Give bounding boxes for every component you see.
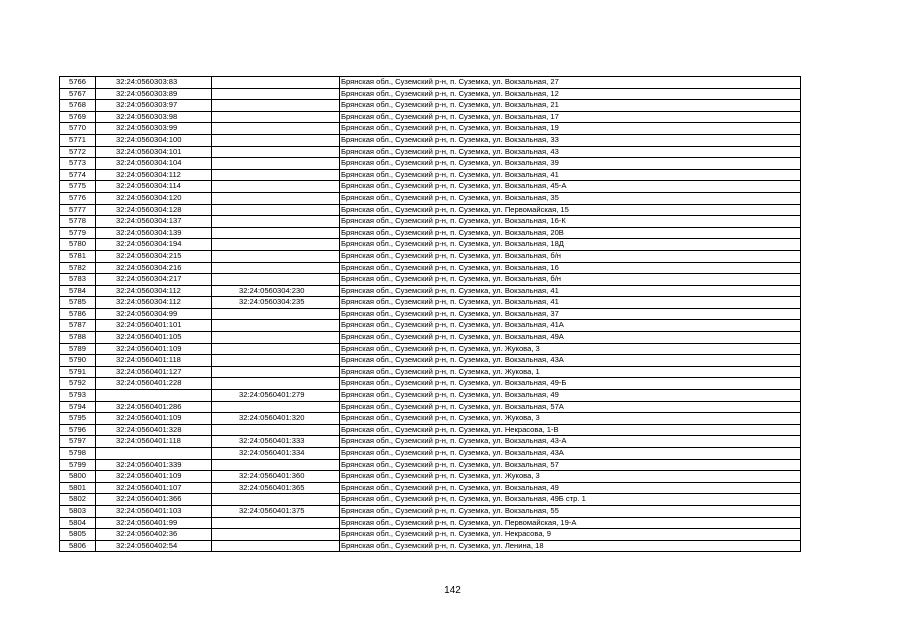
row-number: 5794	[60, 401, 96, 413]
cadastral-number: 32:24:0560303:99	[96, 123, 212, 135]
table-row	[60, 308, 801, 320]
cadastral-number: 32:24:0560402:54	[96, 540, 212, 552]
row-number: 5785	[60, 297, 96, 309]
address: Брянская обл., Суземский р-н, п. Суземка, ул. Вокзальная, 41	[340, 285, 801, 297]
row-number: 5795	[60, 413, 96, 425]
address: Брянская обл., Суземский р-н, п. Суземка, ул. Жукова, 3	[340, 413, 801, 425]
cadastral-number-secondary	[212, 169, 340, 181]
table-row	[60, 262, 801, 274]
address: Брянская обл., Суземский р-н, п. Суземка, ул. Жукова, 1	[340, 366, 801, 378]
table-row	[60, 413, 801, 425]
table-row	[60, 216, 801, 228]
row-number: 5781	[60, 250, 96, 262]
row-number: 5784	[60, 285, 96, 297]
table-row	[60, 378, 801, 390]
cadastral-number-secondary: 32:24:0560304:230	[212, 285, 340, 297]
row-number: 5766	[60, 77, 96, 89]
address: Брянская обл., Суземский р-н, п. Суземка, ул. Вокзальная, 43А	[340, 448, 801, 460]
cadastral-number: 32:24:0560304:99	[96, 308, 212, 320]
table-row	[60, 146, 801, 158]
table-row	[60, 505, 801, 517]
cadastral-number-secondary	[212, 77, 340, 89]
table-row	[60, 448, 801, 460]
cadastral-number: 32:24:0560401:109	[96, 471, 212, 483]
cadastral-number: 32:24:0560304:104	[96, 158, 212, 170]
row-number: 5776	[60, 192, 96, 204]
address: Брянская обл., Суземский р-н, п. Суземка, ул. Жукова, 3	[340, 471, 801, 483]
row-number: 5786	[60, 308, 96, 320]
table-row	[60, 192, 801, 204]
cadastral-number-secondary: 32:24:0560304:235	[212, 297, 340, 309]
cadastral-number: 32:24:0560304:137	[96, 216, 212, 228]
cadastral-number: 32:24:0560304:112	[96, 285, 212, 297]
address: Брянская обл., Суземский р-н, п. Суземка, ул. Первомайская, 15	[340, 204, 801, 216]
cadastral-number-secondary	[212, 332, 340, 344]
address: Брянская обл., Суземский р-н, п. Суземка, ул. Вокзальная, 27	[340, 77, 801, 89]
cadastral-number: 32:24:0560401:103	[96, 505, 212, 517]
address: Брянская обл., Суземский р-н, п. Суземка, ул. Вокзальная, 41А	[340, 320, 801, 332]
cadastral-number-secondary	[212, 239, 340, 251]
cadastral-number: 32:24:0560401:286	[96, 401, 212, 413]
address: Брянская обл., Суземский р-н, п. Суземка, ул. Вокзальная, 19	[340, 123, 801, 135]
cadastral-number: 32:24:0560303:97	[96, 100, 212, 112]
cadastral-number-secondary	[212, 146, 340, 158]
table-row	[60, 320, 801, 332]
cadastral-number: 32:24:0560304:101	[96, 146, 212, 158]
address: Брянская обл., Суземский р-н, п. Суземка, ул. Вокзальная, 41	[340, 297, 801, 309]
address: Брянская обл., Суземский р-н, п. Суземка, ул. Вокзальная, 12	[340, 88, 801, 100]
cadastral-number: 32:24:0560401:99	[96, 517, 212, 529]
table-row	[60, 436, 801, 448]
cadastral-number-secondary	[212, 517, 340, 529]
cadastral-number: 32:24:0560304:112	[96, 169, 212, 181]
cadastral-number-secondary	[212, 401, 340, 413]
row-number: 5799	[60, 459, 96, 471]
cadastral-number: 32:24:0560304:216	[96, 262, 212, 274]
row-number: 5789	[60, 343, 96, 355]
row-number: 5790	[60, 355, 96, 367]
address: Брянская обл., Суземский р-н, п. Суземка, ул. Вокзальная, 21	[340, 100, 801, 112]
cadastral-number-secondary	[212, 343, 340, 355]
cadastral-number-secondary: 32:24:0560401:360	[212, 471, 340, 483]
table-row	[60, 459, 801, 471]
cadastral-number-secondary	[212, 88, 340, 100]
row-number: 5775	[60, 181, 96, 193]
address: Брянская обл., Суземский р-н, п. Суземка, ул. Вокзальная, 43-А	[340, 436, 801, 448]
cadastral-number-secondary	[212, 216, 340, 228]
row-number: 5788	[60, 332, 96, 344]
cadastral-number: 32:24:0560401:118	[96, 436, 212, 448]
cadastral-number-secondary	[212, 100, 340, 112]
table-row	[60, 517, 801, 529]
cadastral-number-secondary: 32:24:0560401:375	[212, 505, 340, 517]
address: Брянская обл., Суземский р-н, п. Суземка, ул. Вокзальная, 49	[340, 390, 801, 402]
row-number: 5791	[60, 366, 96, 378]
cadastral-number: 32:24:0560304:100	[96, 134, 212, 146]
row-number: 5771	[60, 134, 96, 146]
cadastral-number: 32:24:0560304:128	[96, 204, 212, 216]
cadastral-number-secondary	[212, 355, 340, 367]
row-number: 5806	[60, 540, 96, 552]
row-number: 5787	[60, 320, 96, 332]
table-row	[60, 494, 801, 506]
address: Брянская обл., Суземский р-н, п. Суземка, ул. Вокзальная, 49А	[340, 332, 801, 344]
row-number: 5803	[60, 505, 96, 517]
address: Брянская обл., Суземский р-н, п. Суземка, ул. Вокзальная, б/н	[340, 274, 801, 286]
table-row	[60, 169, 801, 181]
address: Брянская обл., Суземский р-н, п. Суземка, ул. Вокзальная, 33	[340, 134, 801, 146]
cadastral-number-secondary	[212, 111, 340, 123]
cadastral-number: 32:24:0560401:101	[96, 320, 212, 332]
cadastral-number: 32:24:0560304:217	[96, 274, 212, 286]
table-row	[60, 181, 801, 193]
cadastral-number-secondary	[212, 192, 340, 204]
address: Брянская обл., Суземский р-н, п. Суземка, ул. Вокзальная, 45-А	[340, 181, 801, 193]
cadastral-number: 32:24:0560304:112	[96, 297, 212, 309]
table-row	[60, 366, 801, 378]
row-number: 5783	[60, 274, 96, 286]
address: Брянская обл., Суземский р-н, п. Суземка, ул. Вокзальная, 16-К	[340, 216, 801, 228]
table-row	[60, 239, 801, 251]
address: Брянская обл., Суземский р-н, п. Суземка, ул. Вокзальная, 49-Б	[340, 378, 801, 390]
address: Брянская обл., Суземский р-н, п. Суземка, ул. Вокзальная, 20В	[340, 227, 801, 239]
cadastral-number-secondary	[212, 158, 340, 170]
cadastral-number: 32:24:0560304:215	[96, 250, 212, 262]
table-row	[60, 100, 801, 112]
address: Брянская обл., Суземский р-н, п. Суземка, ул. Вокзальная, 49	[340, 482, 801, 494]
table-row	[60, 355, 801, 367]
address: Брянская обл., Суземский р-н, п. Суземка, ул. Вокзальная, 57	[340, 459, 801, 471]
row-number: 5805	[60, 529, 96, 541]
cadastral-number: 32:24:0560303:98	[96, 111, 212, 123]
row-number: 5793	[60, 390, 96, 402]
table-row	[60, 529, 801, 541]
row-number: 5768	[60, 100, 96, 112]
row-number: 5800	[60, 471, 96, 483]
cadastral-number	[96, 390, 212, 402]
cadastral-number-secondary	[212, 320, 340, 332]
table-row	[60, 88, 801, 100]
address: Брянская обл., Суземский р-н, п. Суземка, ул. Вокзальная, 41	[340, 169, 801, 181]
address: Брянская обл., Суземский р-н, п. Суземка, ул. Ленина, 18	[340, 540, 801, 552]
row-number: 5774	[60, 169, 96, 181]
row-number: 5796	[60, 424, 96, 436]
cadastral-number: 32:24:0560304:139	[96, 227, 212, 239]
cadastral-number-secondary: 32:24:0560401:333	[212, 436, 340, 448]
table-row	[60, 250, 801, 262]
cadastral-number: 32:24:0560402:36	[96, 529, 212, 541]
cadastral-number-secondary	[212, 274, 340, 286]
table-row	[60, 77, 801, 89]
row-number: 5777	[60, 204, 96, 216]
address: Брянская обл., Суземский р-н, п. Суземка, ул. Вокзальная, 37	[340, 308, 801, 320]
row-number: 5767	[60, 88, 96, 100]
row-number: 5798	[60, 448, 96, 460]
table-row	[60, 424, 801, 436]
table-row	[60, 540, 801, 552]
table-row	[60, 297, 801, 309]
cadastral-number-secondary	[212, 308, 340, 320]
cadastral-number-secondary	[212, 123, 340, 135]
address: Брянская обл., Суземский р-н, п. Суземка, ул. Вокзальная, б/н	[340, 250, 801, 262]
row-number: 5782	[60, 262, 96, 274]
table-row	[60, 471, 801, 483]
address: Брянская обл., Суземский р-н, п. Суземка, ул. Вокзальная, 43	[340, 146, 801, 158]
row-number: 5770	[60, 123, 96, 135]
cadastral-number: 32:24:0560303:83	[96, 77, 212, 89]
row-number: 5802	[60, 494, 96, 506]
row-number: 5772	[60, 146, 96, 158]
cadastral-number-secondary: 32:24:0560401:279	[212, 390, 340, 402]
cadastral-number-secondary: 32:24:0560401:320	[212, 413, 340, 425]
address: Брянская обл., Суземский р-н, п. Суземка, ул. Вокзальная, 43А	[340, 355, 801, 367]
cadastral-number: 32:24:0560401:366	[96, 494, 212, 506]
table-row	[60, 227, 801, 239]
cadastral-number-secondary	[212, 250, 340, 262]
cadastral-number-secondary: 32:24:0560401:334	[212, 448, 340, 460]
cadastral-number-secondary	[212, 262, 340, 274]
cadastral-number: 32:24:0560401:105	[96, 332, 212, 344]
cadastral-number-secondary	[212, 378, 340, 390]
cadastral-number-secondary: 32:24:0560401:365	[212, 482, 340, 494]
table-row	[60, 111, 801, 123]
cadastral-number: 32:24:0560401:107	[96, 482, 212, 494]
row-number: 5797	[60, 436, 96, 448]
cadastral-number: 32:24:0560401:228	[96, 378, 212, 390]
cadastral-number: 32:24:0560304:194	[96, 239, 212, 251]
page-number: 142	[444, 585, 461, 596]
cadastral-number-secondary	[212, 540, 340, 552]
row-number: 5780	[60, 239, 96, 251]
cadastral-number: 32:24:0560304:120	[96, 192, 212, 204]
table-row	[60, 204, 801, 216]
address: Брянская обл., Суземский р-н, п. Суземка, ул. Вокзальная, 16	[340, 262, 801, 274]
address: Брянская обл., Суземский р-н, п. Суземка, ул. Вокзальная, 57А	[340, 401, 801, 413]
cadastral-number-secondary	[212, 204, 340, 216]
table-row	[60, 134, 801, 146]
cadastral-number: 32:24:0560303:89	[96, 88, 212, 100]
cadastral-number: 32:24:0560401:339	[96, 459, 212, 471]
table-row	[60, 401, 801, 413]
address: Брянская обл., Суземский р-н, п. Суземка, ул. Вокзальная, 18Д	[340, 239, 801, 251]
address: Брянская обл., Суземский р-н, п. Суземка, ул. Вокзальная, 35	[340, 192, 801, 204]
cadastral-number: 32:24:0560401:118	[96, 355, 212, 367]
table-row	[60, 390, 801, 402]
row-number: 5779	[60, 227, 96, 239]
cadastral-number-secondary	[212, 494, 340, 506]
cadastral-number: 32:24:0560401:127	[96, 366, 212, 378]
cadastral-number: 32:24:0560401:328	[96, 424, 212, 436]
address: Брянская обл., Суземский р-н, п. Суземка, ул. Некрасова, 1-В	[340, 424, 801, 436]
address: Брянская обл., Суземский р-н, п. Суземка, ул. Некрасова, 9	[340, 529, 801, 541]
table-row	[60, 482, 801, 494]
address: Брянская обл., Суземский р-н, п. Суземка, ул. Вокзальная, 17	[340, 111, 801, 123]
table-row	[60, 285, 801, 297]
cadastral-number-secondary	[212, 134, 340, 146]
address: Брянская обл., Суземский р-н, п. Суземка, ул. Вокзальная, 55	[340, 505, 801, 517]
cadastral-number-secondary	[212, 529, 340, 541]
cadastral-table-body	[60, 77, 801, 552]
row-number: 5778	[60, 216, 96, 228]
cadastral-number: 32:24:0560401:109	[96, 413, 212, 425]
table-row	[60, 158, 801, 170]
cadastral-number-secondary	[212, 459, 340, 471]
cadastral-number-secondary	[212, 227, 340, 239]
table-row	[60, 343, 801, 355]
address: Брянская обл., Суземский р-н, п. Суземка, ул. Вокзальная, 39	[340, 158, 801, 170]
table-row	[60, 274, 801, 286]
address: Брянская обл., Суземский р-н, п. Суземка, ул. Вокзальная, 49Б стр. 1	[340, 494, 801, 506]
cadastral-table	[59, 76, 801, 552]
address: Брянская обл., Суземский р-н, п. Суземка, ул. Жукова, 3	[340, 343, 801, 355]
table-row	[60, 123, 801, 135]
table-row	[60, 332, 801, 344]
row-number: 5801	[60, 482, 96, 494]
row-number: 5773	[60, 158, 96, 170]
cadastral-number-secondary	[212, 424, 340, 436]
cadastral-number-secondary	[212, 181, 340, 193]
address: Брянская обл., Суземский р-н, п. Суземка, ул. Первомайская, 19-А	[340, 517, 801, 529]
cadastral-number: 32:24:0560304:114	[96, 181, 212, 193]
row-number: 5792	[60, 378, 96, 390]
cadastral-number: 32:24:0560401:109	[96, 343, 212, 355]
row-number: 5769	[60, 111, 96, 123]
cadastral-number-secondary	[212, 366, 340, 378]
cadastral-number	[96, 448, 212, 460]
row-number: 5804	[60, 517, 96, 529]
